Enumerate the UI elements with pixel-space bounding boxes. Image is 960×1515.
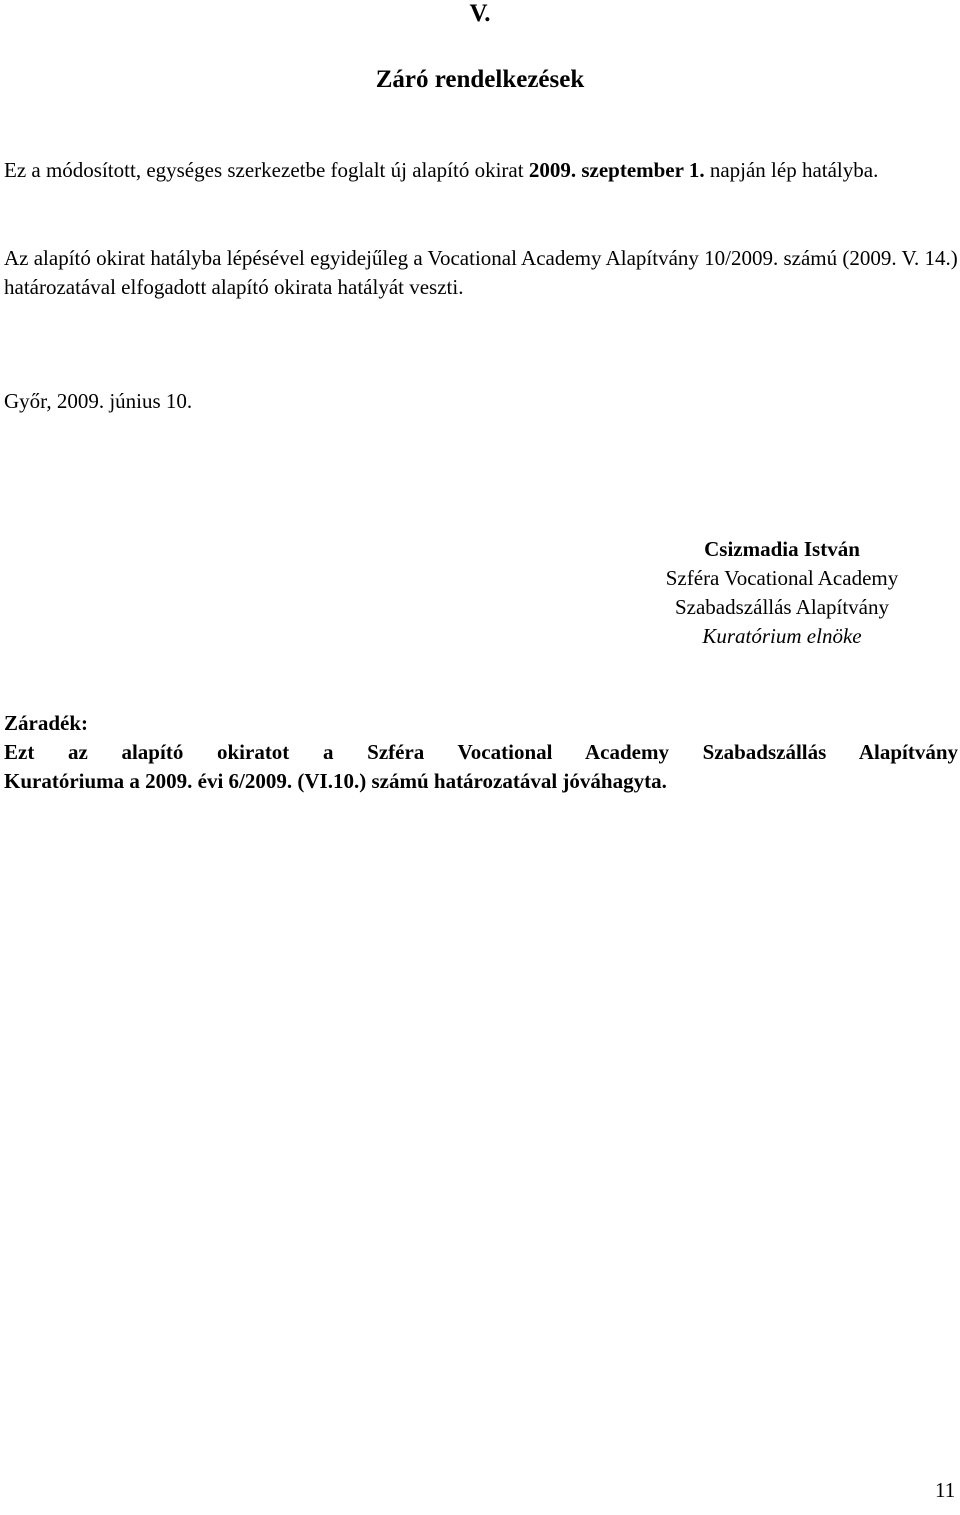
- signatory-organization-line2: Szabadszállás Alapítvány: [674, 595, 890, 619]
- clause-text-line1: Ezt az alapító okiratot a Szféra Vocational Academy Szabadszállás Alapítvány: [4, 740, 958, 764]
- effective-date-text-after: napján lép hatályba.: [704, 158, 879, 182]
- section-number: V.: [469, 0, 491, 27]
- repeal-paragraph: Az alapító okirat hatályba lépésével egyidejűleg a Vocational Academy Alapítvány 10/2009. számú (2009. V. 14.) határozatával elfogadott alapító okirata hatályát veszti.: [4, 246, 958, 299]
- page-number: 11: [935, 1478, 956, 1502]
- effective-date-text-before: Ez a módosított, egységes szerkezetbe foglalt új alapító okirat: [4, 158, 529, 182]
- signatory-name: Csizmadia István: [704, 537, 860, 561]
- place-and-date: Győr, 2009. június 10.: [4, 389, 193, 413]
- signatory-organization-line1: Szféra Vocational Academy: [665, 566, 899, 590]
- section-title: Záró rendelkezések: [375, 66, 585, 93]
- clause-text-line2: Kuratóriuma a 2009. évi 6/2009. (VI.10.) számú határozatával jóváhagyta.: [4, 769, 667, 793]
- effective-date: 2009. szeptember 1.: [528, 158, 705, 182]
- signatory-role: Kuratórium elnöke: [702, 624, 862, 648]
- effective-date-paragraph: [4, 156, 958, 185]
- clause-label: Záradék:: [4, 711, 88, 735]
